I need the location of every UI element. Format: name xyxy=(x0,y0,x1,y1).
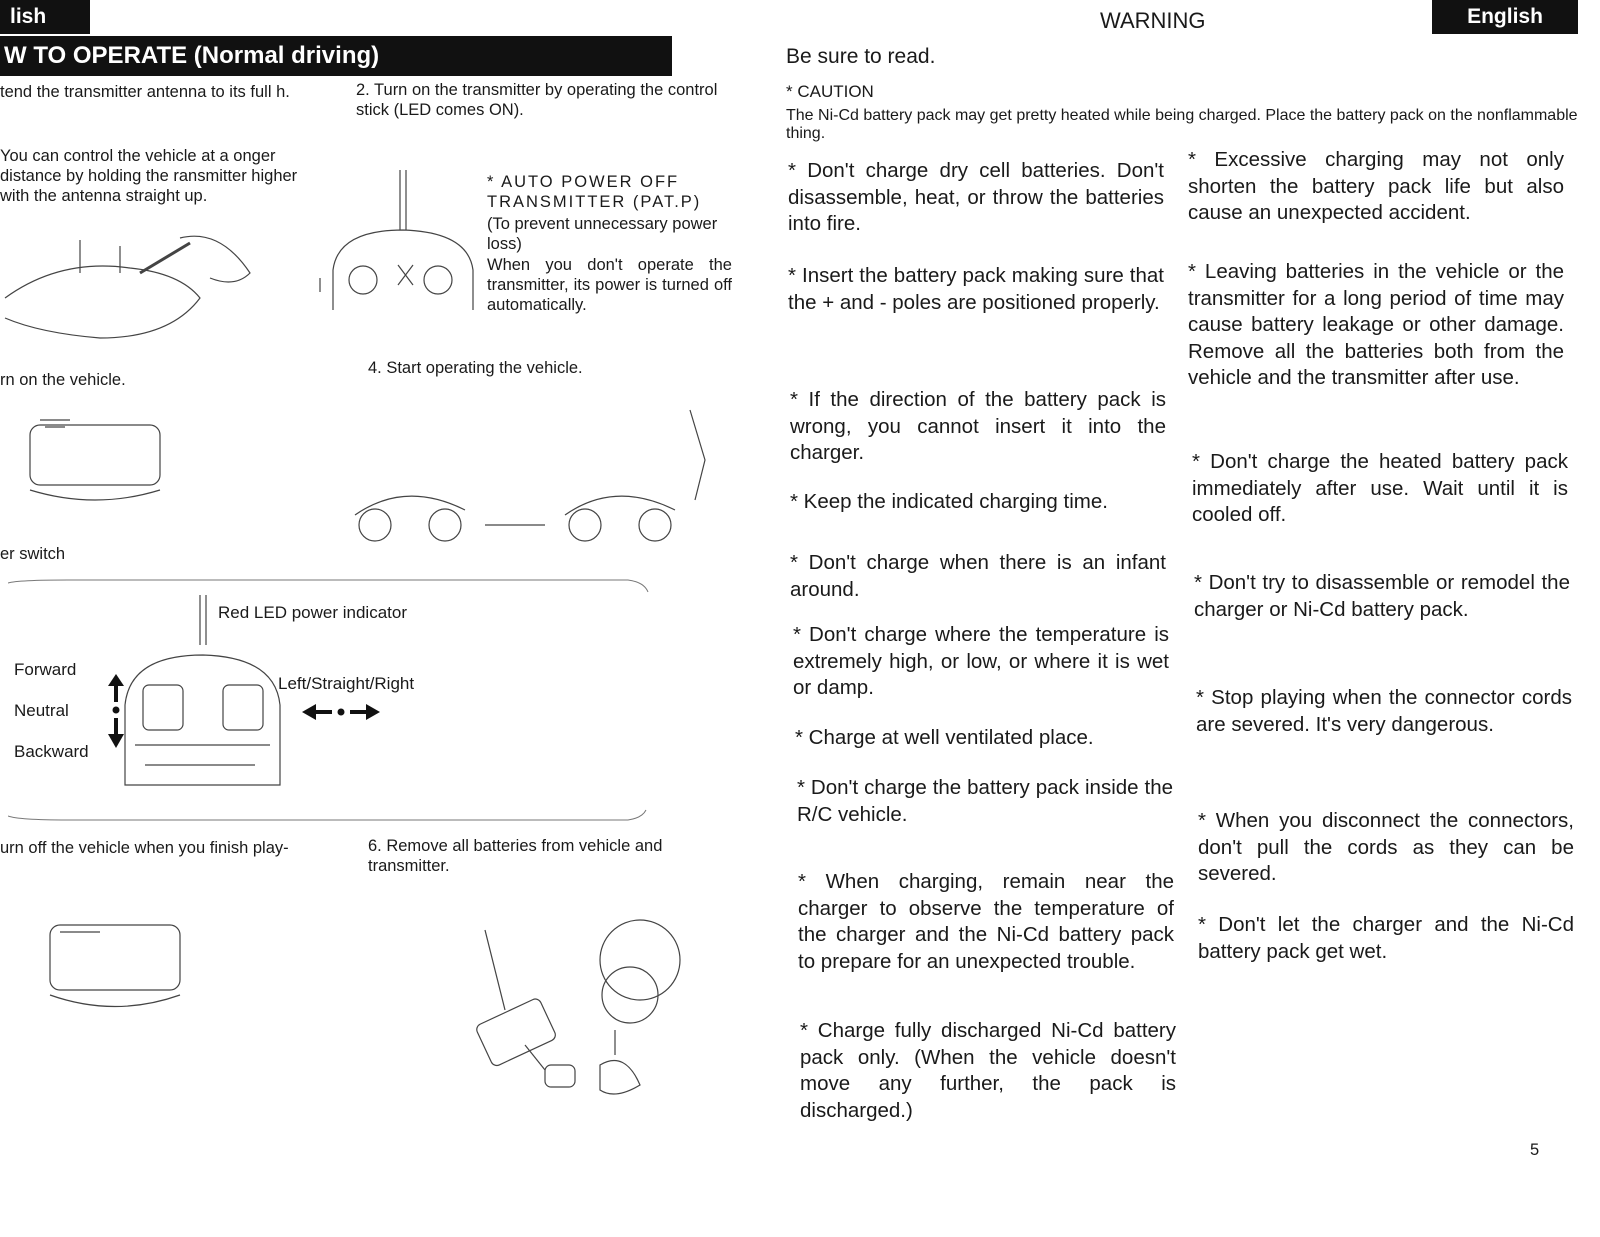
warning-item-13: * Don't charge the heated battery pack immediately after use. Wait until it is cooled off. xyxy=(1192,450,1568,526)
warning-item-10: * Charge fully discharged Ni-Cd battery pack only. (When the vehicle doesn't move any further, the pack is discharged.) xyxy=(800,1019,1176,1122)
step-4-text: 4. Start operating the vehicle. xyxy=(368,359,583,377)
up-down-arrow-icon xyxy=(104,672,128,750)
warning-item-17: * Don't let the charger and the Ni-Cd battery pack get wet. xyxy=(1198,913,1574,963)
warning-item-12: * Leaving batteries in the vehicle or the transmitter for a long period of time may cause battery leakage or other damage. Remove all the batteries both from the vehicle and the transmitter after use. xyxy=(1188,260,1564,389)
warning-item-16: * When you disconnect the connectors, don't pull the cords as they can be severed. xyxy=(1198,809,1574,885)
warning-item-3: * If the direction of the battery pack is wrong, you cannot insert it into the charger. xyxy=(790,388,1166,464)
step-1-text: tend the transmitter antenna to its full h. xyxy=(0,83,290,101)
warning-item-4: * Keep the indicated charging time. xyxy=(790,490,1108,513)
step-5-text: urn off the vehicle when you finish play- xyxy=(0,839,289,857)
step-6-text: 6. Remove all batteries from vehicle and transmitter. xyxy=(368,837,663,875)
power-switch-label: er switch xyxy=(0,545,66,563)
transmitter-diagram xyxy=(105,595,295,795)
left-right-arrow-icon xyxy=(300,700,382,724)
auto-power-title: * AUTO POWER OFF TRANSMITTER (PAT.P) xyxy=(487,173,702,211)
forward-label: Forward xyxy=(14,660,77,679)
caution-text: The Ni-Cd battery pack may get pretty heated while being charged. Place the battery pack on the nonflammable thing. xyxy=(786,107,1578,142)
section-title: W TO OPERATE (Normal driving) xyxy=(0,36,672,76)
warning-item-8: * Don't charge the battery pack inside the R/C vehicle. xyxy=(797,776,1173,826)
warning-item-2: * Insert the battery pack making sure that the + and - poles are positioned properly. xyxy=(788,264,1164,314)
backward-label: Backward xyxy=(14,742,89,761)
steer-label: Left/Straight/Right xyxy=(278,674,415,693)
step-1-note: You can control the vehicle at a onger distance by holding the ransmitter higher with the antenna straight up. xyxy=(0,147,298,205)
vehicle-switch-illustration xyxy=(10,405,185,510)
neutral-label: Neutral xyxy=(14,701,69,720)
warning-item-7: * Charge at well ventilated place. xyxy=(795,726,1094,749)
red-led-label: Red LED power indicator xyxy=(218,603,407,622)
step-2-text: 2. Turn on the transmitter by operating the control stick (LED comes ON). xyxy=(356,81,718,119)
caution-label: * CAUTION xyxy=(786,82,874,101)
warning-item-5: * Don't charge when there is an infant around. xyxy=(790,551,1166,601)
be-sure-to-read: Be sure to read. xyxy=(786,45,936,68)
warning-item-14: * Don't try to disassemble or remodel the charger or Ni-Cd battery pack. xyxy=(1194,571,1570,621)
warning-item-15: * Stop playing when the connector cords are severed. It's very dangerous. xyxy=(1196,686,1572,736)
language-tag-right: English xyxy=(1432,0,1578,34)
vehicle-switch-off-illustration xyxy=(25,910,210,1020)
transmitter-antenna-illustration xyxy=(0,228,270,346)
remove-batteries-illustration xyxy=(465,900,710,1105)
warning-item-11: * Excessive charging may not only shorten the battery pack life but also cause an unexpected accident. xyxy=(1188,148,1564,224)
warning-item-6: * Don't charge where the temperature is extremely high, or low, or where it is wet or damp. xyxy=(793,623,1169,699)
warning-item-9: * When charging, remain near the charger to observe the temperature of the charger and the Ni-Cd battery pack to prepare for an unexpected trouble. xyxy=(798,870,1174,973)
step-3-text: rn on the vehicle. xyxy=(0,371,126,389)
language-tag-left: lish xyxy=(0,0,90,34)
page-number: 5 xyxy=(1530,1141,1540,1159)
vehicles-driving-illustration xyxy=(345,400,735,550)
auto-power-subtitle: (To prevent unnecessary power loss) xyxy=(487,215,718,253)
auto-power-body: When you don't operate the transmitter, its power is turned off automatically. xyxy=(487,256,732,314)
transmitter-led-illustration xyxy=(318,170,483,320)
warning-item-1: * Don't charge dry cell batteries. Don't disassemble, heat, or throw the batteries into fire. xyxy=(788,159,1164,235)
warning-title: WARNING xyxy=(1100,8,1206,33)
